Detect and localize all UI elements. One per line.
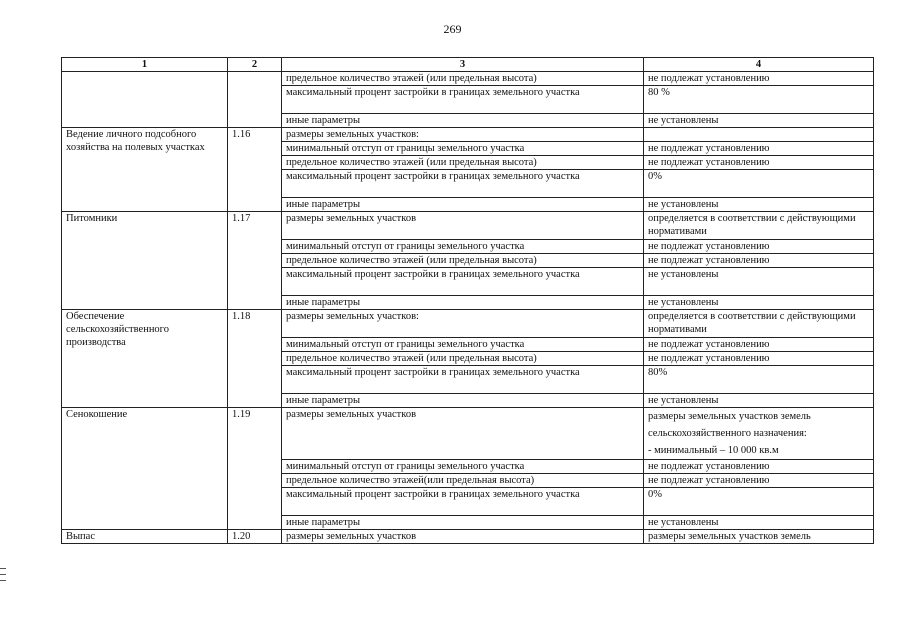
table-row	[62, 408, 874, 460]
parameter-cell: предельное количество этажей(или предельная высота)	[282, 474, 644, 488]
parameter-cell: максимальный процент застройки в границах земельного участка	[282, 366, 644, 394]
value-cell: определяется в соответствии с действующими нормативами	[644, 310, 874, 338]
scan-margin-mark	[0, 568, 6, 569]
value-cell	[644, 408, 874, 460]
value-cell: не подлежат установлению	[644, 254, 874, 268]
parameter-cell: предельное количество этажей (или предельная высота)	[282, 254, 644, 268]
value-line: размеры земельных участков земель	[648, 411, 811, 422]
table-row	[62, 212, 874, 240]
parameter-cell: иные параметры	[282, 296, 644, 310]
parameter-cell: иные параметры	[282, 394, 644, 408]
value-cell: не подлежат установлению	[644, 474, 874, 488]
parameter-cell: максимальный процент застройки в границах земельного участка	[282, 268, 644, 296]
parameter-cell: предельное количество этажей (или предельная высота)	[282, 352, 644, 366]
parameter-cell: максимальный процент застройки в границах земельного участка	[282, 488, 644, 516]
value-cell: не установлены	[644, 516, 874, 530]
parameter-cell: размеры земельных участков	[282, 212, 644, 240]
use-type-cell: Ведение личного подсобного хозяйства на полевых участках	[62, 128, 228, 212]
parameter-cell: размеры земельных участков	[282, 530, 644, 544]
value-cell: не подлежат установлению	[644, 156, 874, 170]
use-code-cell: 1.18	[228, 310, 282, 408]
value-cell: 80 %	[644, 86, 874, 114]
parameter-cell: иные параметры	[282, 198, 644, 212]
value-line: сельскохозяйственного назначения:	[648, 428, 807, 439]
table-row	[62, 72, 874, 86]
parameter-cell: минимальный отступ от границы земельного участка	[282, 460, 644, 474]
value-cell: не установлены	[644, 394, 874, 408]
use-type-cell: Выпас	[62, 530, 228, 544]
value-cell: определяется в соответствии с действующими нормативами	[644, 212, 874, 240]
parameter-cell: размеры земельных участков:	[282, 128, 644, 142]
table-row	[62, 530, 874, 544]
value-cell	[644, 128, 874, 142]
table-header-row	[62, 58, 874, 72]
value-cell: размеры земельных участков земель	[644, 530, 874, 544]
parameter-cell: предельное количество этажей (или предельная высота)	[282, 72, 644, 86]
use-code-cell	[228, 72, 282, 128]
use-type-cell: Питомники	[62, 212, 228, 310]
parameter-cell: размеры земельных участков	[282, 408, 644, 460]
page-number: 269	[443, 22, 462, 36]
use-code-cell: 1.16	[228, 128, 282, 212]
parameter-cell: максимальный процент застройки в границах земельного участка	[282, 170, 644, 198]
value-cell: не подлежат установлению	[644, 72, 874, 86]
parameter-cell: размеры земельных участков:	[282, 310, 644, 338]
header-col-1: 1	[62, 58, 228, 72]
value-cell: не установлены	[644, 296, 874, 310]
table-row	[62, 310, 874, 338]
value-cell: 80%	[644, 366, 874, 394]
value-cell: не установлены	[644, 198, 874, 212]
use-code-cell: 1.17	[228, 212, 282, 310]
value-cell: не подлежат установлению	[644, 338, 874, 352]
use-code-cell: 1.20	[228, 530, 282, 544]
value-cell: 0%	[644, 170, 874, 198]
header-col-4: 4	[644, 58, 874, 72]
scan-margin-mark	[0, 574, 6, 575]
value-cell: не установлены	[644, 268, 874, 296]
use-type-cell: Сенокошение	[62, 408, 228, 530]
value-cell: 0%	[644, 488, 874, 516]
parameter-cell: минимальный отступ от границы земельного участка	[282, 142, 644, 156]
use-type-cell	[62, 72, 228, 128]
header-col-3: 3	[282, 58, 644, 72]
value-cell: не установлены	[644, 114, 874, 128]
parameter-cell: минимальный отступ от границы земельного участка	[282, 240, 644, 254]
use-code-cell: 1.19	[228, 408, 282, 530]
parameter-cell: иные параметры	[282, 114, 644, 128]
parameter-cell: иные параметры	[282, 516, 644, 530]
value-cell: не подлежат установлению	[644, 142, 874, 156]
scan-margin-mark	[0, 580, 6, 581]
use-type-cell: Обеспечение сельскохозяйственного производства	[62, 310, 228, 408]
value-line: - минимальный – 10 000 кв.м	[648, 445, 779, 456]
header-col-2: 2	[228, 58, 282, 72]
parameter-cell: предельное количество этажей (или предельная высота)	[282, 156, 644, 170]
value-cell: не подлежат установлению	[644, 240, 874, 254]
parameter-cell: максимальный процент застройки в границах земельного участка	[282, 86, 644, 114]
value-cell: не подлежат установлению	[644, 352, 874, 366]
parameter-cell: минимальный отступ от границы земельного участка	[282, 338, 644, 352]
table-row	[62, 128, 874, 142]
land-use-parameters-table	[61, 57, 874, 544]
value-cell: не подлежат установлению	[644, 460, 874, 474]
